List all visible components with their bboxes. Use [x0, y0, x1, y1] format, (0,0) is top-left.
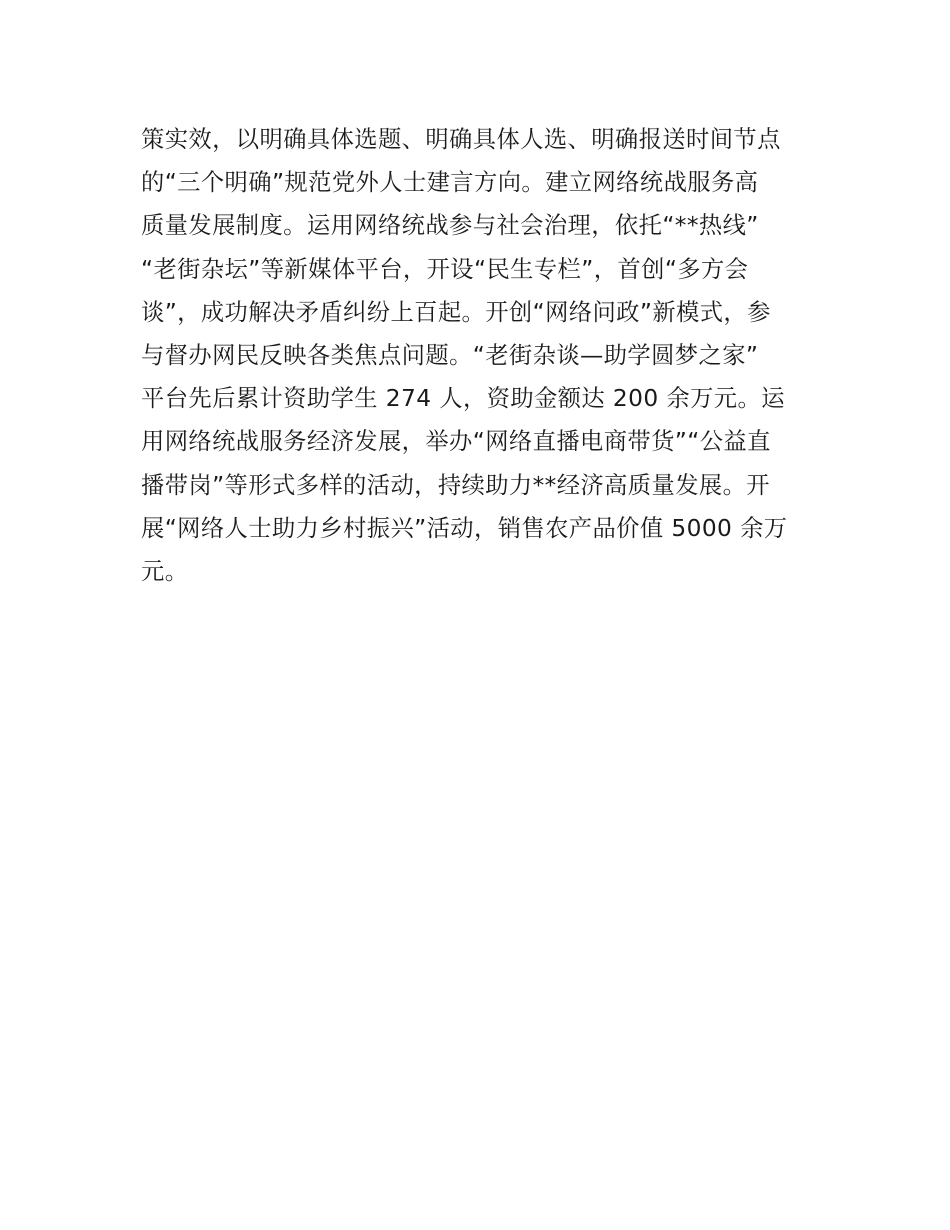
- paragraph-line: 元。: [141, 558, 189, 586]
- paragraph-line: 的“三个明确”规范党外人士建言方向。建立网络统战服务高: [141, 169, 759, 197]
- paragraph-line: 展“网络人士助力乡村振兴”活动，销售农产品价值 5000 余万: [141, 514, 788, 542]
- paragraph-line: 用网络统战服务经济发展，举办“网络直播电商带货”“公益直: [141, 428, 771, 456]
- paragraph-line: 平台先后累计资助学生 274 人，资助金额达 200 余万元。运: [141, 385, 785, 413]
- paragraph-line: 谈”，成功解决矛盾纠纷上百起。开创“网络问政”新模式，参: [141, 298, 771, 326]
- paragraph-line: “老街杂坛”等新媒体平台，开设“民生专栏”，首创“多方会: [141, 255, 749, 283]
- paragraph-line: 策实效，以明确具体选题、明确具体人选、明确报送时间节点: [141, 126, 781, 153]
- paragraph-line: 质量发展制度。运用网络统战参与社会治理，依托“**热线”: [141, 212, 759, 240]
- paragraph-line: 播带岗”等形式多样的活动，持续助力**经济高质量发展。开: [141, 471, 770, 499]
- paragraph-line: 与督办网民反映各类焦点问题。“老街杂谈—助学圆梦之家”: [141, 342, 759, 370]
- document-paragraph: [141, 118, 813, 593]
